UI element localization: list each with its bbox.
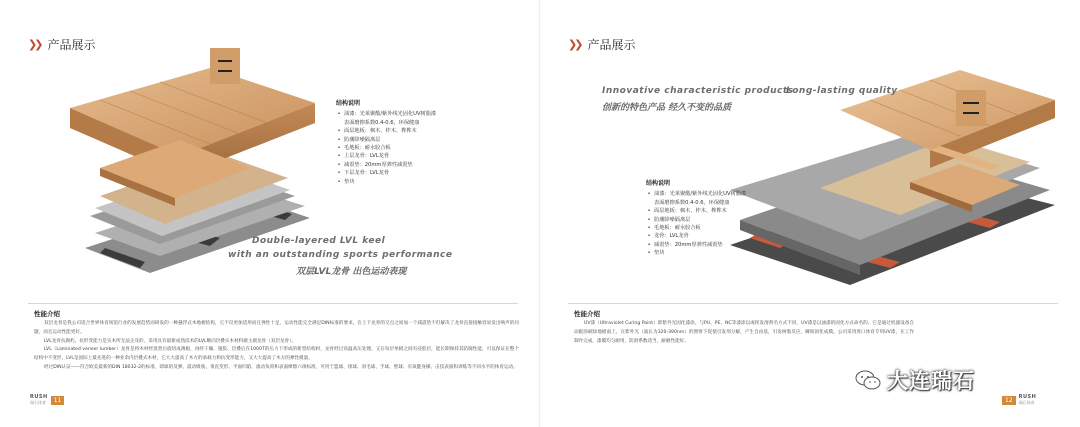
slogan-en-line-1: Innovative characteristic products xyxy=(602,86,794,96)
legend-item: • 油漆：光莱聚酯/紫外线光固化UV树脂漆 xyxy=(337,111,437,118)
right-page xyxy=(540,0,1080,427)
intro-paragraph: LVL（Laminated veneer lumber）龙骨是将木材经蒸煮后旋切成薄板，再经干燥、施胶、层叠后在1000T的压力下形成的新型结构材，龙骨经过高温高压处理，又在每层单板之间有浸胶层，能长期保持其防腐性能，可以保证在整个结构中不变形，LVL是国际上最先进的一种业余内层叠式木材，它大大提高了木方的承载力和抗变形能力，又大大提高了木方的弹性模量。 xyxy=(34,347,519,362)
slogan-en-line-1: Double-layered LVL keel xyxy=(252,236,386,246)
section-title-text: 产品展示 xyxy=(47,38,96,52)
legend-item: • 面层地板：枫木、柞木、桦桦木 xyxy=(647,208,727,215)
divider xyxy=(568,303,1058,304)
right-section-title xyxy=(568,36,635,53)
legend-item: • 上层龙骨：LVL龙骨 xyxy=(337,153,390,160)
legend-item: • 毛地板：耐水胶合板 xyxy=(647,225,701,232)
wechat-watermark xyxy=(855,365,975,395)
left-structure-legend xyxy=(336,100,496,186)
legend-item: • 垫块 xyxy=(337,178,355,185)
section-title-text: 产品展示 xyxy=(587,38,636,52)
page-number: 11 xyxy=(51,396,65,405)
chevron-right-icon: ❯❯ xyxy=(568,38,581,51)
legend-item: • 减震垫：20mm厚弹性减震垫 xyxy=(647,241,723,248)
page-number: 12 xyxy=(1002,396,1016,405)
right-footer xyxy=(1002,395,1036,406)
legend-item: • 龙骨：LVL龙骨 xyxy=(647,233,689,240)
legend-item: • 减震垫：20mm厚弹性减震垫 xyxy=(337,161,413,168)
intro-title: 性能介绍 xyxy=(574,310,600,318)
intro-paragraph: 经过DIN认证——符合欧美最新的DIN 18032-2的标准，即球的反弹、震动吸收、垂直变形、平面凹陷、滚动负荷和表面摩擦六项标准，可用于篮球、排球、羽毛球、手球、壁球、有氧健身操、击技表演和训练等不同水平的体育运动。 xyxy=(44,364,518,370)
legend-heading: 结构说明 xyxy=(336,100,361,107)
legend-item: • 防潮降噪隔离层 xyxy=(337,136,381,143)
legend-heading: 结构说明 xyxy=(646,180,671,187)
intro-body xyxy=(574,320,914,346)
legend-item: 表面磨擦系数0.4-0.6，环保健康 xyxy=(654,199,730,206)
slogan-cn: 双层LVL龙骨 出色运动表现 xyxy=(296,267,407,277)
right-structure-legend xyxy=(646,180,806,258)
wechat-icon xyxy=(855,369,881,391)
legend-item: • 毛地板：耐水胶合板 xyxy=(337,145,391,152)
divider xyxy=(28,303,518,304)
legend-item: • 防潮降噪隔离层 xyxy=(647,216,691,223)
slogan-en-line-2: with an outstanding sports performance xyxy=(228,250,453,260)
intro-paragraph: LVL龙骨抗腐朽、抗形变能力是实木所无法企及的，采用具有最新成熟技术的LVL顺向层叠实木材料做主副龙骨（双层龙骨）。 xyxy=(44,338,297,344)
brand-logo: RUSH 瑞石体育 xyxy=(1018,394,1037,405)
chevron-right-icon: ❯❯ xyxy=(28,38,41,51)
slogan-cn: 创新的特色产品 经久不变的品质 xyxy=(602,103,732,113)
slogan-en-line-2: Long-lasting quality xyxy=(786,86,898,96)
legend-item: • 油漆：光莱聚酯/紫外线光固化UV树脂漆 xyxy=(647,191,747,198)
intro-title: 性能介绍 xyxy=(34,310,60,318)
watermark-text: 大连瑞石 xyxy=(887,369,975,393)
intro-paragraph: 双层龙骨是我公司适合世界体育场馆行业的发展趋势而研发的一种悬浮式木地板结构，它不仅更加适用而且弹性十足，运动性能完全满足DIN标准的要求。在上下龙骨的交点之间加一个减震垫不但解决了龙骨直接接触容易发出响声的问题，而且运动性能更好。 xyxy=(34,321,519,335)
legend-item: 表面磨擦系数0.4-0.6，环保健康 xyxy=(344,119,420,126)
legend-item: • 垫块 xyxy=(647,250,665,257)
brand-logo: RUSH 瑞石体育 xyxy=(30,394,48,405)
left-footer xyxy=(30,395,64,406)
legend-item: • 面层地板：枫木、柞木、桦桦木 xyxy=(337,128,417,135)
intro-body xyxy=(34,320,519,373)
intro-paragraph: UV漆（Ultraviolet Curing Paint）即紫外光固化漆涂。与PU、PE、NC等漆涂以或挥发溶剂名方式不同，UV漆是以油漆的固化方式命名的。它是通过机器设备自动辊涂刷涂地板面上，在紫外光（波长为320-390nm）的照射下促使引发剂分解，产生自由基，引发树脂反应，瞬间固化成膜。公司采用进口体育专用UV漆，在工作制作完成，漆膜均匀耐用，防滑系数适当，耐磨性能好。 xyxy=(574,321,914,344)
legend-item: • 下层龙骨：LVL龙骨 xyxy=(337,170,390,177)
